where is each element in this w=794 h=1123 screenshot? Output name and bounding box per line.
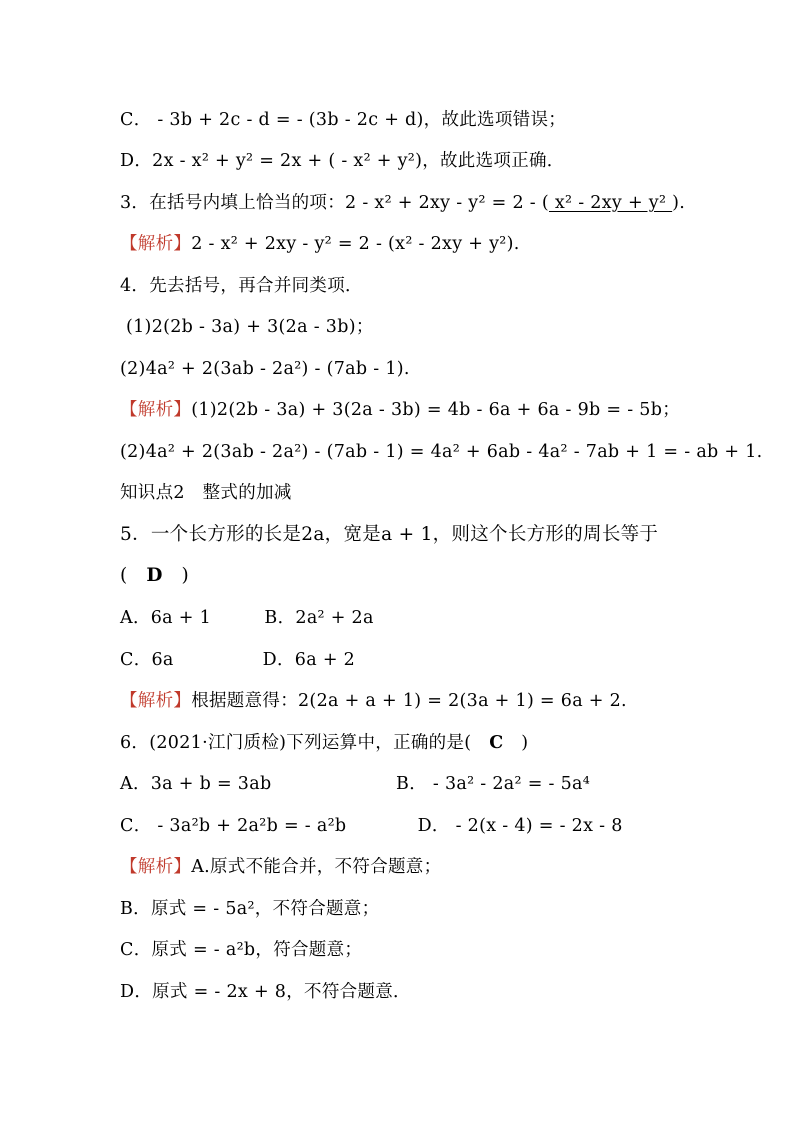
text: C． - 3b + 2c - d = - (3b - 2c + d)，故此选项错误； xyxy=(120,110,567,130)
question-3 xyxy=(120,191,685,215)
analysis-tag: 【解析】 xyxy=(120,234,192,254)
question-text: 6．(2021·江门质检)下列运算中，正确的是( xyxy=(120,733,490,753)
solution-text: C．原式 = - a²b，符合题意； xyxy=(120,940,363,960)
text: (2)4a² + 2(3ab - 2a²) - (7ab - 1). xyxy=(120,359,410,379)
solution-5 xyxy=(120,689,627,713)
analysis-tag: 【解析】 xyxy=(120,400,192,420)
text: A．6a + 1 B．2a² + 2a xyxy=(120,608,374,628)
question-text: 5．一个长方形的长是2a，宽是a + 1，则这个长方形的周长等于 xyxy=(120,524,659,545)
solution-text: D．原式 = - 2x + 8，不符合题意． xyxy=(120,982,411,1002)
question-4 xyxy=(120,274,363,298)
analysis-tag: 【解析】 xyxy=(120,857,192,877)
solution-4-part-2 xyxy=(120,440,763,464)
solution-3 xyxy=(120,232,520,256)
question-text-end: ). xyxy=(672,193,686,213)
solution-text: 2 - x² + 2xy - y² = 2 - (x² - 2xy + y²). xyxy=(191,234,520,254)
fill-in-answer: x² - 2xy + y² xyxy=(549,193,673,213)
solution-4-part-1 xyxy=(120,398,680,422)
solution-6-d xyxy=(120,980,411,1004)
question-6-options-cd xyxy=(120,814,623,838)
solution-6-a xyxy=(120,855,441,879)
question-6 xyxy=(120,731,528,755)
text: D．2x - x² + y² = 2x + ( - x² + y²)，故此选项正确． xyxy=(120,151,565,171)
bracket-close: ) xyxy=(503,733,529,753)
solution-text: A.原式不能合并，不符合题意； xyxy=(191,857,442,877)
solution-6-c xyxy=(120,938,362,962)
question-4-part-2 xyxy=(120,357,410,381)
analysis-tag: 【解析】 xyxy=(120,691,192,711)
question-text: 3．在括号内填上恰当的项：2 - x² + 2xy - y² = 2 - ( xyxy=(120,193,549,213)
question-5 xyxy=(120,523,658,547)
question-6-options-ab xyxy=(120,772,590,796)
text: (1)2(2b - 3a) + 3(2a - 3b)； xyxy=(126,317,374,337)
option-c-explanation xyxy=(120,108,566,132)
heading-text: 知识点2 整式的加减 xyxy=(120,483,292,503)
text: C． - 3a²b + 2a²b = - a²b D． - 2(x - 4) = - 2x - 8 xyxy=(120,816,623,836)
answer-choice: C xyxy=(489,733,504,753)
bracket-close: ) xyxy=(162,565,189,586)
section-heading xyxy=(120,481,292,505)
solution-text: (2)4a² + 2(3ab - 2a²) - (7ab - 1) = 4a² + 6ab - 4a² - 7ab + 1 = - ab + 1. xyxy=(120,442,763,462)
answer-choice: D xyxy=(146,565,163,586)
solution-text: B．原式 = - 5a²，不符合题意； xyxy=(120,899,380,919)
question-5-options-cd xyxy=(120,648,355,672)
option-d-explanation xyxy=(120,149,565,173)
bracket-open: ( xyxy=(120,565,147,586)
solution-6-b xyxy=(120,897,379,921)
question-text: 4．先去括号，再合并同类项． xyxy=(120,276,363,296)
question-4-part-1 xyxy=(126,315,374,339)
solution-text: 根据题意得：2(2a + a + 1) = 2(3a + 1) = 6a + 2. xyxy=(191,691,627,711)
text: A．3a + b = 3ab B． - 3a² - 2a² = - 5a⁴ xyxy=(120,774,591,794)
text: C．6a D．6a + 2 xyxy=(120,650,356,670)
solution-text: (1)2(2b - 3a) + 3(2a - 3b) = 4b - 6a + 6a - 9b = - 5b； xyxy=(191,400,681,420)
question-5-options-ab xyxy=(120,606,374,630)
question-5-answer xyxy=(120,564,189,588)
